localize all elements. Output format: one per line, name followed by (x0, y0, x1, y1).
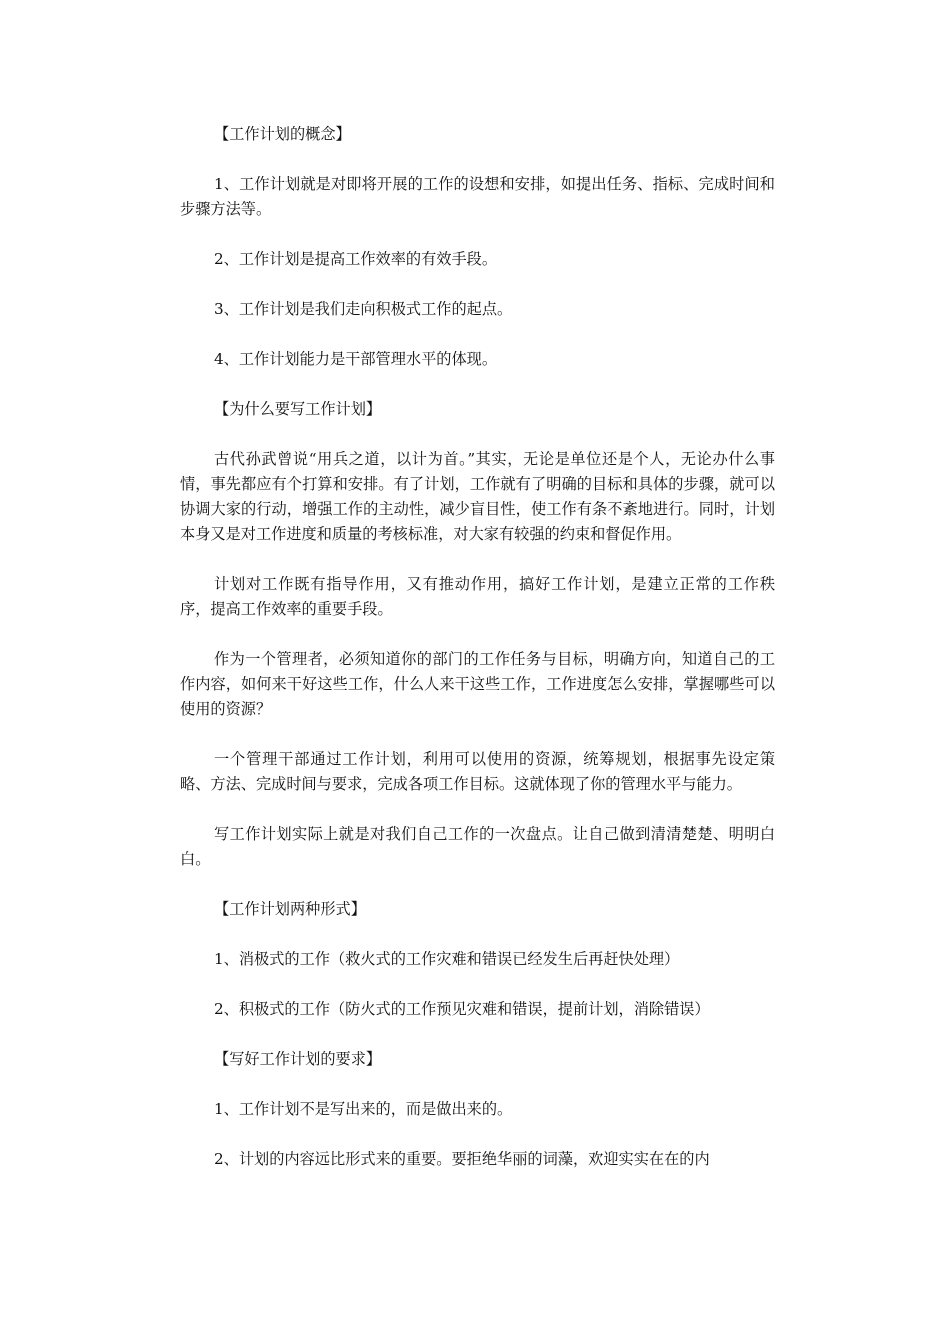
section-heading-why: 【为什么要写工作计划】 (214, 400, 382, 418)
section-heading-concept: 【工作计划的概念】 (214, 125, 351, 143)
section-heading-requirements: 【写好工作计划的要求】 (214, 1050, 382, 1068)
document-page (180, 122, 775, 1197)
paragraph: 1、消极式的工作（救火式的工作灾难和错误已经发生后再赶快处理） (214, 950, 680, 968)
paragraph: 4、工作计划能力是干部管理水平的体现。 (214, 350, 498, 368)
paragraph: 古代孙武曾说“用兵之道，以计为首。”其实，无论是单位还是个人，无论办什么事情，事先都应有个打算和安排。有了计划，工作就有了明确的目标和具体的步骤，就可以协调大家的行动，增强工作的主动性，减少盲目性，使工作有条不紊地进行。同时，计划本身又是对工作进度和质量的考核标准，对大家有较强的约束和督促作用。 (180, 450, 775, 543)
section-heading-forms: 【工作计划两种形式】 (214, 900, 366, 918)
paragraph: 2、工作计划是提高工作效率的有效手段。 (214, 250, 498, 268)
paragraph: 1、工作计划就是对即将开展的工作的设想和安排，如提出任务、指标、完成时间和步骤方法等。 (180, 175, 775, 218)
paragraph: 作为一个管理者，必须知道你的部门的工作任务与目标，明确方向，知道自己的工作内容，如何来干好这些工作，什么人来干这些工作，工作进度怎么安排，掌握哪些可以使用的资源？ (180, 650, 775, 718)
paragraph: 2、积极式的工作（防火式的工作预见灾难和错误，提前计划，消除错误） (214, 1000, 710, 1018)
paragraph: 3、工作计划是我们走向积极式工作的起点。 (214, 300, 513, 318)
paragraph: 一个管理干部通过工作计划，利用可以使用的资源，统筹规划，根据事先设定策略、方法、完成时间与要求，完成各项工作目标。这就体现了你的管理水平与能力。 (180, 750, 775, 793)
paragraph: 2、计划的内容远比形式来的重要。要拒绝华丽的词藻，欢迎实实在在的内 (214, 1150, 710, 1168)
paragraph: 计划对工作既有指导作用，又有推动作用，搞好工作计划，是建立正常的工作秩序，提高工作效率的重要手段。 (180, 575, 775, 618)
paragraph: 1、工作计划不是写出来的，而是做出来的。 (214, 1100, 513, 1118)
paragraph: 写工作计划实际上就是对我们自己工作的一次盘点。让自己做到清清楚楚、明明白白。 (180, 825, 775, 868)
